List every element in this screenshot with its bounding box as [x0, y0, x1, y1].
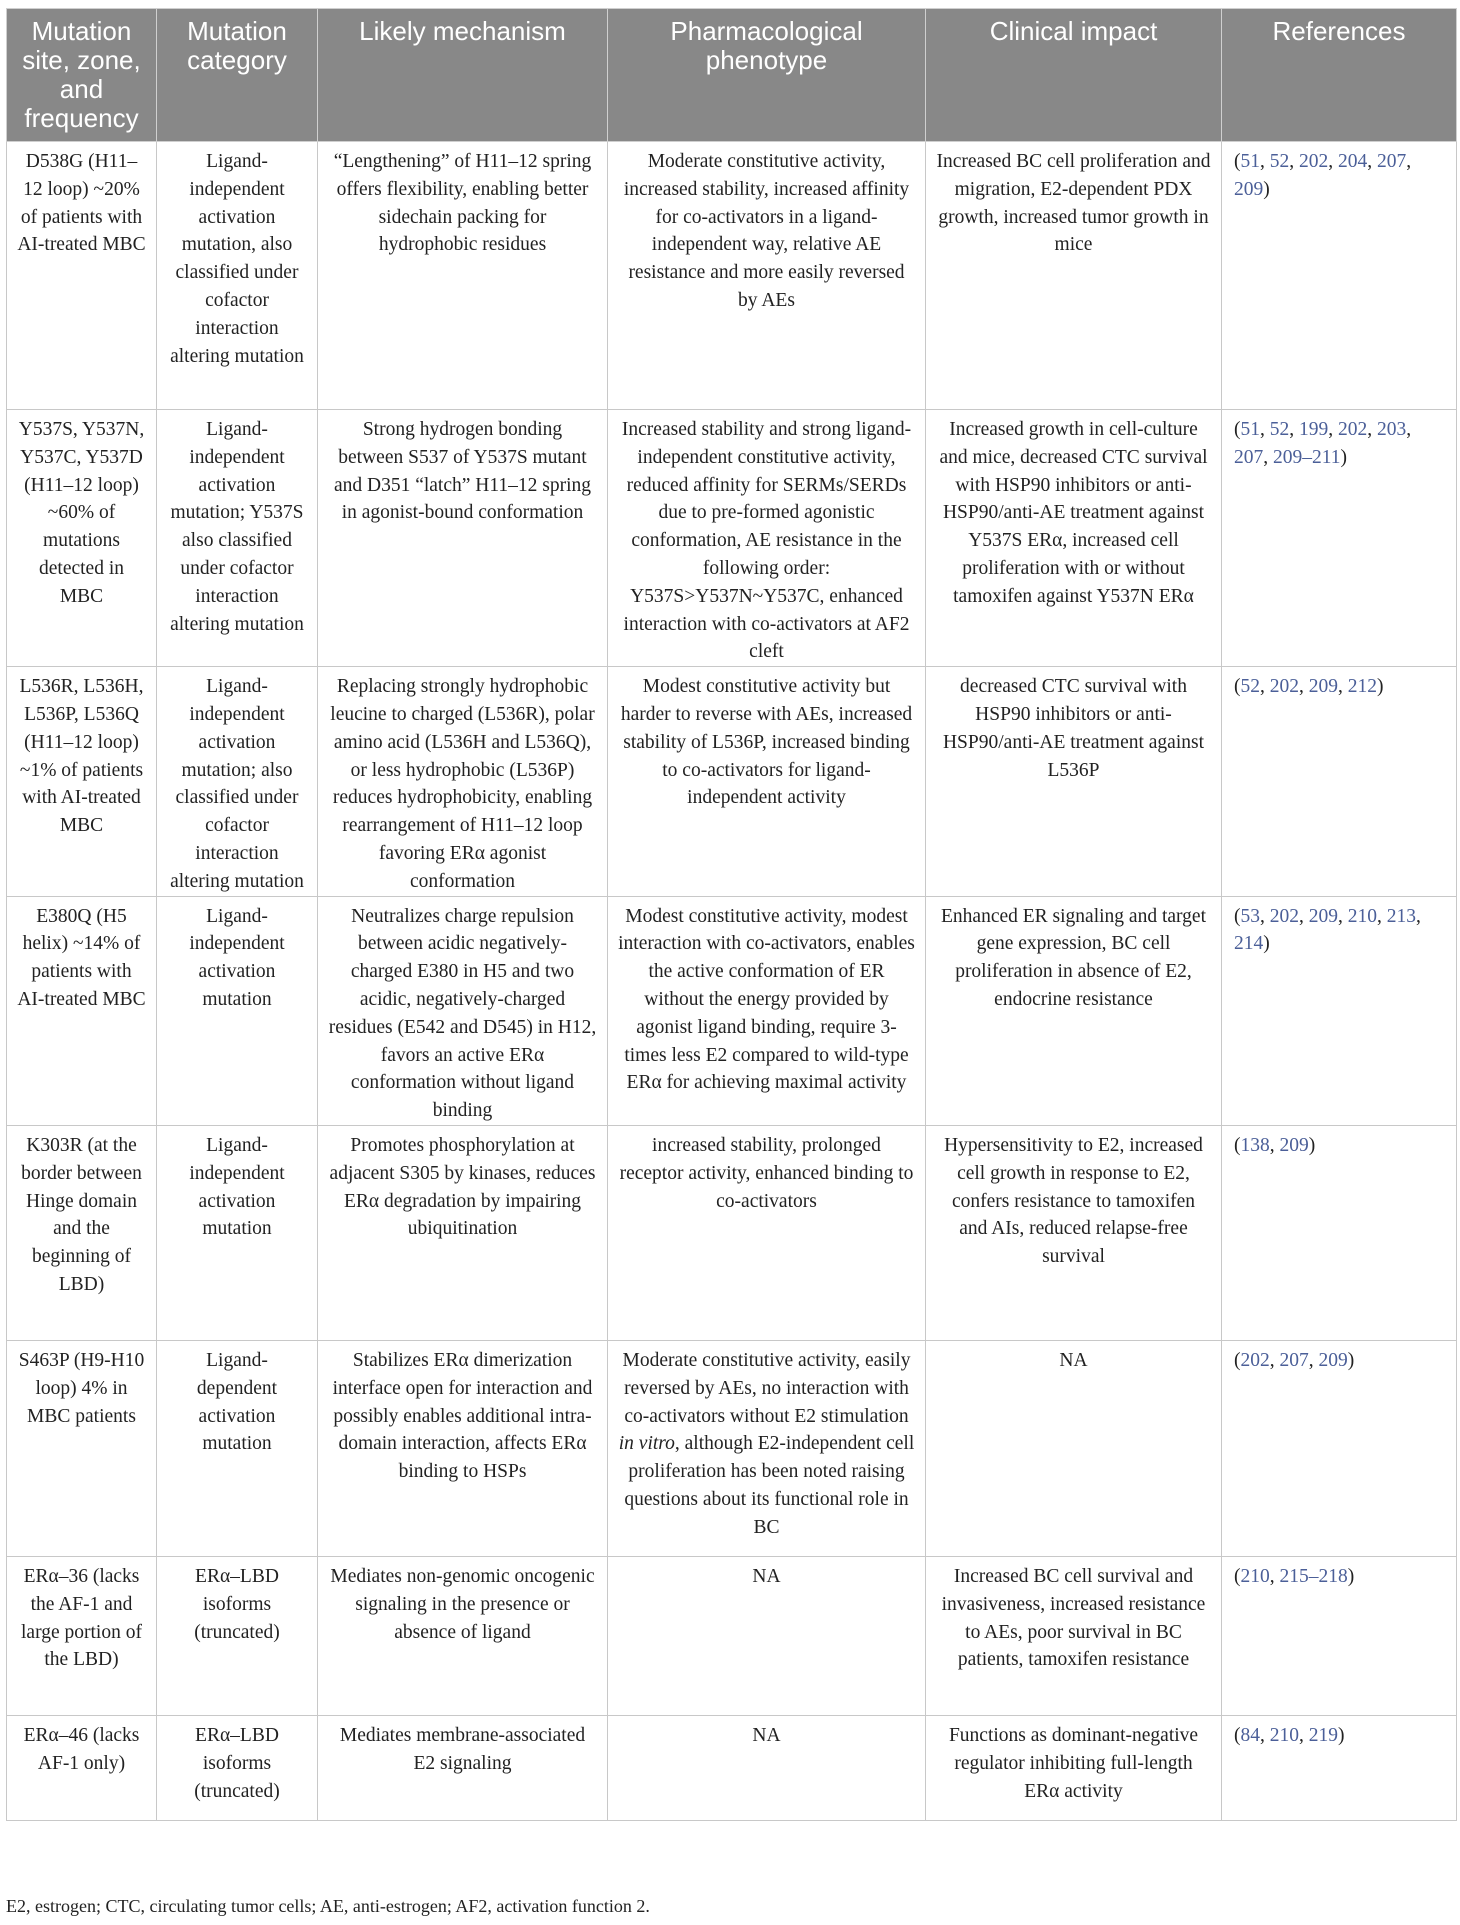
reference-link[interactable]: 202: [1240, 1349, 1270, 1371]
cell-clinical: decreased CTC survival with HSP90 inhibitors or anti-HSP90/anti-AE treatment against L536P: [926, 667, 1222, 896]
cell-category: Ligand-dependent activation mutation: [157, 1340, 318, 1556]
reference-link[interactable]: 203: [1377, 419, 1407, 440]
phenotype-text: Moderate constitutive activity, easily reversed by AEs, no interaction with co-activators without E2 stimulation: [622, 1349, 911, 1427]
reference-link[interactable]: 219: [1308, 1724, 1338, 1746]
reference-link[interactable]: 51: [1240, 419, 1260, 440]
cell-site: ERα–36 (lacks the AF-1 and large portion of the LBD): [7, 1556, 157, 1715]
mutation-table: [6, 8, 1457, 1821]
reference-link[interactable]: 209: [1279, 1134, 1309, 1156]
cell-clinical: NA: [926, 1340, 1222, 1556]
table-row: [7, 1556, 1457, 1715]
cell-clinical: Enhanced ER signaling and target gene expression, BC cell proliferation in absence of E2, endocrine resistance: [926, 896, 1222, 1125]
header-clinical: Clinical impact: [926, 9, 1222, 142]
cell-clinical: Increased growth in cell-culture and mice, decreased CTC survival with HSP90 inhibitors or anti-HSP90/anti-AE treatment against Y537S ERα, increased cell proliferation with or without tamoxifen against Y537N ERα: [926, 410, 1222, 667]
reference-link[interactable]: 202: [1299, 151, 1329, 172]
table-row: [7, 1125, 1457, 1340]
cell-phenotype: NA: [608, 1556, 926, 1715]
reference-link[interactable]: 199: [1299, 419, 1329, 440]
reference-link[interactable]: 138: [1240, 1134, 1270, 1156]
cell-mechanism: Strong hydrogen bonding between S537 of Y537S mutant and D351 “latch” H11–12 spring in agonist-bound conformation: [318, 410, 608, 667]
table-row: [7, 410, 1457, 667]
reference-link[interactable]: 202: [1269, 676, 1299, 698]
reference-link[interactable]: 51: [1240, 151, 1260, 172]
reference-link[interactable]: 209: [1308, 676, 1338, 698]
header-references: References: [1222, 9, 1457, 142]
header-mechanism: Likely mechanism: [318, 9, 608, 142]
cell-phenotype: Moderate constitutive activity, increased stability, increased affinity for co-activators in a ligand-independent way, relative AE resistance and more easily reversed by AEs: [608, 142, 926, 410]
cell-clinical: Increased BC cell survival and invasiveness, increased resistance to AEs, poor survival in BC patients, tamoxifen resistance: [926, 1556, 1222, 1715]
reference-link[interactable]: 214: [1234, 933, 1264, 955]
cell-category: ERα–LBD isoforms (truncated): [157, 1556, 318, 1715]
cell-phenotype: Increased stability and strong ligand-independent constitutive activity, reduced affinity for SERMs/SERDs due to pre-formed agonistic conformation, AE resistance in the following order: Y537S>Y537N~Y537C, enhanced interaction with co-activators at AF2 cleft: [608, 410, 926, 667]
cell-mechanism: Mediates membrane-associated E2 signaling: [318, 1715, 608, 1820]
header-category: Mutation category: [157, 9, 318, 142]
cell-phenotype: increased stability, prolonged receptor activity, enhanced binding to co-activators: [608, 1125, 926, 1340]
cell-references: (52, 202, 209, 212): [1222, 667, 1457, 896]
phenotype-text: , although E2-independent cell proliferation has been noted raising questions about its functional role in BC: [624, 1433, 915, 1538]
cell-site: ERα–46 (lacks AF-1 only): [7, 1715, 157, 1820]
cell-mechanism: Neutralizes charge repulsion between acidic negatively-charged E380 in H5 and two acidic, negatively-charged residues (E542 and D545) in H12, favors an active ERα conformation without ligand binding: [318, 896, 608, 1125]
cell-site: Y537S, Y537N, Y537C, Y537D (H11–12 loop) ~60% of mutations detected in MBC: [7, 410, 157, 667]
reference-link[interactable]: 53: [1240, 905, 1260, 927]
phenotype-italic: in vitro: [618, 1433, 675, 1455]
reference-link[interactable]: 215–218: [1279, 1565, 1348, 1587]
reference-link[interactable]: 207: [1234, 446, 1264, 468]
reference-link[interactable]: 209: [1234, 178, 1264, 200]
table-row: [7, 667, 1457, 896]
header-site: Mutation site, zone, and frequency: [7, 9, 157, 142]
cell-site: L536R, L536H, L536P, L536Q (H11–12 loop) ~1% of patients with AI-treated MBC: [7, 667, 157, 896]
cell-clinical: Functions as dominant-negative regulator inhibiting full-length ERα activity: [926, 1715, 1222, 1820]
reference-link[interactable]: 52: [1269, 419, 1290, 440]
reference-link[interactable]: 202: [1338, 419, 1368, 440]
cell-clinical: Increased BC cell proliferation and migration, E2-dependent PDX growth, increased tumor growth in mice: [926, 142, 1222, 410]
reference-link[interactable]: 52: [1269, 151, 1290, 172]
reference-link[interactable]: 209–211: [1273, 446, 1341, 468]
table-footnote: E2, estrogen; CTC, circulating tumor cells; AE, anti-estrogen; AF2, activation function 2.: [6, 1896, 650, 1916]
reference-link[interactable]: 210: [1240, 1565, 1270, 1587]
reference-link[interactable]: 209: [1308, 905, 1338, 927]
cell-mechanism: Replacing strongly hydrophobic leucine to charged (L536R), polar amino acid (L536H and L536Q), or less hydrophobic (L536P) reduces hydrophobicity, enabling rearrangement of H11–12 loop favoring ERα agonist conformation: [318, 667, 608, 896]
table-row: [7, 896, 1457, 1125]
cell-mechanism: Stabilizes ERα dimerization interface open for interaction and possibly enables additional intra-domain interaction, affects ERα binding to HSPs: [318, 1340, 608, 1556]
cell-site: E380Q (H5 helix) ~14% of patients with AI-treated MBC: [7, 896, 157, 1125]
reference-link[interactable]: 204: [1338, 151, 1368, 172]
reference-link[interactable]: 202: [1269, 905, 1299, 927]
reference-link[interactable]: 52: [1240, 676, 1260, 698]
cell-site: S463P (H9-H10 loop) 4% in MBC patients: [7, 1340, 157, 1556]
cell-site: D538G (H11–12 loop) ~20% of patients with AI-treated MBC: [7, 142, 157, 410]
cell-category: Ligand-independent activation mutation; Y537S also classified under cofactor interaction altering mutation: [157, 410, 318, 667]
table-row: [7, 142, 1457, 410]
cell-category: Ligand-independent activation mutation, also classified under cofactor interaction altering mutation: [157, 142, 318, 410]
cell-category: ERα–LBD isoforms (truncated): [157, 1715, 318, 1820]
header-row: [7, 9, 1457, 142]
table-row: [7, 1340, 1457, 1556]
reference-link[interactable]: 210: [1347, 905, 1377, 927]
reference-link[interactable]: 209: [1318, 1349, 1348, 1371]
cell-category: Ligand-independent activation mutation: [157, 1125, 318, 1340]
cell-category: Ligand-independent activation mutation; also classified under cofactor interaction altering mutation: [157, 667, 318, 896]
cell-phenotype: [608, 1340, 926, 1556]
cell-mechanism: “Lengthening” of H11–12 spring offers flexibility, enabling better sidechain packing for hydrophobic residues: [318, 142, 608, 410]
cell-phenotype: Modest constitutive activity but harder to reverse with AEs, increased stability of L536P, increased binding to co-activators for ligand-independent activity: [608, 667, 926, 896]
reference-link[interactable]: 212: [1347, 676, 1377, 698]
cell-mechanism: Mediates non-genomic oncogenic signaling in the presence or absence of ligand: [318, 1556, 608, 1715]
reference-link[interactable]: 207: [1279, 1349, 1309, 1371]
cell-category: Ligand-independent activation mutation: [157, 896, 318, 1125]
cell-references: (53, 202, 209, 210, 213, 214): [1222, 896, 1457, 1125]
cell-references: (84, 210, 219): [1222, 1715, 1457, 1820]
cell-references: (51, 52, 199, 202, 203, 207, 209–211): [1222, 410, 1457, 667]
reference-link[interactable]: 213: [1386, 905, 1416, 927]
table-row: [7, 1715, 1457, 1820]
cell-mechanism: Promotes phosphorylation at adjacent S305 by kinases, reduces ERα degradation by impairing ubiquitination: [318, 1125, 608, 1340]
cell-phenotype: NA: [608, 1715, 926, 1820]
cell-phenotype: Modest constitutive activity, modest interaction with co-activators, enables the active conformation of ER without the energy provided by agonist ligand binding, require 3-times less E2 compared to wild-type ERα for achieving maximal activity: [608, 896, 926, 1125]
header-phenotype: Pharmacological phenotype: [608, 9, 926, 142]
cell-references: (202, 207, 209): [1222, 1340, 1457, 1556]
cell-references: (138, 209): [1222, 1125, 1457, 1340]
cell-site: K303R (at the border between Hinge domain and the beginning of LBD): [7, 1125, 157, 1340]
cell-references: (210, 215–218): [1222, 1556, 1457, 1715]
reference-link[interactable]: 207: [1377, 151, 1407, 172]
mutation-table-container: [6, 8, 1456, 1821]
cell-references: (51, 52, 202, 204, 207, 209): [1222, 142, 1457, 410]
reference-link[interactable]: 84: [1240, 1724, 1260, 1746]
cell-clinical: Hypersensitivity to E2, increased cell growth in response to E2, confers resistance to tamoxifen and AIs, reduced relapse-free survival: [926, 1125, 1222, 1340]
reference-link[interactable]: 210: [1269, 1724, 1299, 1746]
